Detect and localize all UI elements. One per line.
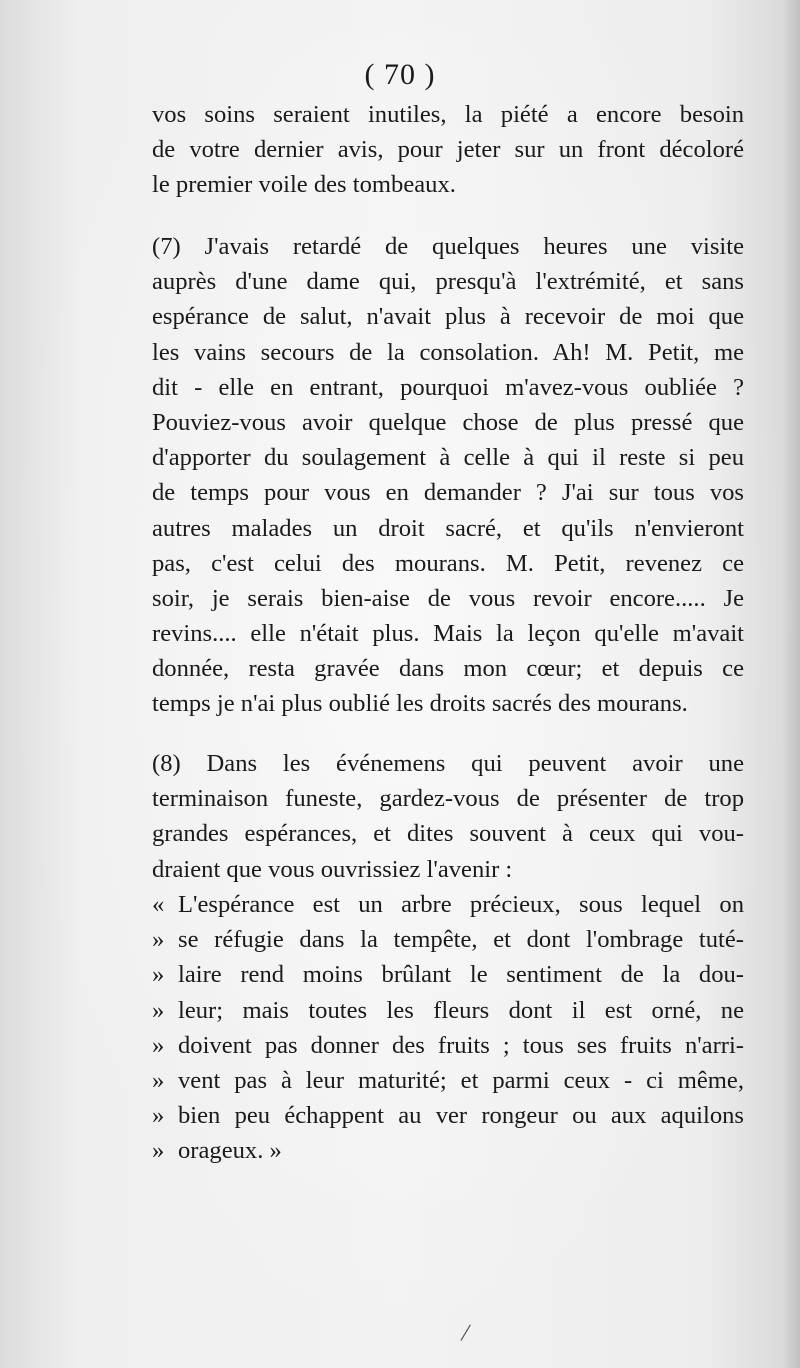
stray-pen-mark: / [459, 1317, 473, 1348]
quote-text: laire rend moins brûlant le sentiment de la dou- [178, 961, 744, 989]
quote-mark: » [152, 1066, 165, 1094]
quote-line [152, 1098, 744, 1133]
quote-text: leur; mais toutes les fleurs dont il est orné, ne [178, 996, 744, 1024]
quote-text: vent pas à leur maturité; et parmi ceux - ci même, [178, 1066, 744, 1094]
quote-mark: » [152, 961, 165, 989]
quote-line [152, 1028, 744, 1063]
text-line: donnée, resta gravée dans mon cœur; et depuis ce [152, 655, 744, 683]
text-line: (8) Dans les événemens qui peuvent avoir une [152, 750, 744, 777]
quote-mark: » [152, 926, 165, 954]
text-line: dit - elle en entrant, pourquoi m'avez-vous oubliée ? [152, 373, 744, 401]
text-line: revins.... elle n'était plus. Mais la leçon qu'elle m'avait [152, 620, 744, 648]
quote-text: doivent pas donner des fruits ; tous ses fruits n'arri- [178, 1031, 744, 1059]
paragraph-7 [152, 229, 744, 722]
text-line: autres malades un droit sacré, et qu'ils n'envieront [152, 514, 744, 542]
quote-mark: » [152, 1102, 165, 1130]
quote-line [152, 922, 744, 957]
paragraph-continuation [152, 97, 744, 203]
text-line: les vains secours de la consolation. Ah! M. Petit, me [152, 338, 744, 366]
text-line: terminaison funeste, gardez-vous de présenter de trop [152, 785, 744, 813]
quote-line [152, 993, 744, 1028]
quote-mark: » [152, 996, 165, 1024]
text-line: d'apporter du soulagement à celle à qui il reste si peu [152, 444, 744, 472]
text-line: de temps pour vous en demander ? J'ai sur tous vos [152, 479, 744, 507]
quote-mark: » [152, 1137, 165, 1165]
quote-line [152, 1133, 744, 1168]
text-line: le premier voile des tombeaux. [152, 171, 456, 199]
paragraph-8 [152, 746, 744, 887]
quote-text: se réfugie dans la tempête, et dont l'ombrage tuté- [178, 926, 744, 954]
text-line: grandes espérances, et dites souvent à ceux qui vou- [152, 820, 744, 848]
text-line: de votre dernier avis, pour jeter sur un front décoloré [152, 136, 744, 164]
text-line: (7) J'avais retardé de quelques heures une visite [152, 233, 744, 260]
text-line: temps je n'ai plus oublié les droits sacrés des mourans. [152, 690, 688, 718]
text-line: pas, c'est celui des mourans. M. Petit, revenez ce [152, 549, 744, 577]
text-line: auprès d'une dame qui, presqu'à l'extrémité, et sans [152, 268, 744, 296]
quote-text: L'espérance est un arbre précieux, sous lequel on [178, 891, 744, 918]
quote-line [152, 1063, 744, 1098]
text-line: draient que vous ouvrissiez l'avenir : [152, 855, 513, 883]
quote-text: orageux. » [178, 1137, 282, 1165]
quote-mark: » [152, 1031, 165, 1059]
page-edge-shadow [782, 0, 800, 1368]
text-line: vos soins seraient inutiles, la piété a encore besoin [152, 101, 744, 128]
text-line: espérance de salut, n'avait plus à recevoir de moi que [152, 303, 744, 331]
page-number: ( 70 ) [364, 58, 436, 91]
quote-line [152, 957, 744, 992]
quote-text: bien peu échappent au ver rongeur ou aux aquilons [178, 1102, 744, 1130]
quote-mark: « [152, 891, 165, 918]
quote-line [152, 887, 744, 922]
text-line: Pouviez-vous avoir quelque chose de plus pressé que [152, 408, 744, 436]
text-line: soir, je serais bien-aise de vous revoir encore..... Je [152, 584, 744, 612]
quotation-block [152, 887, 744, 1169]
